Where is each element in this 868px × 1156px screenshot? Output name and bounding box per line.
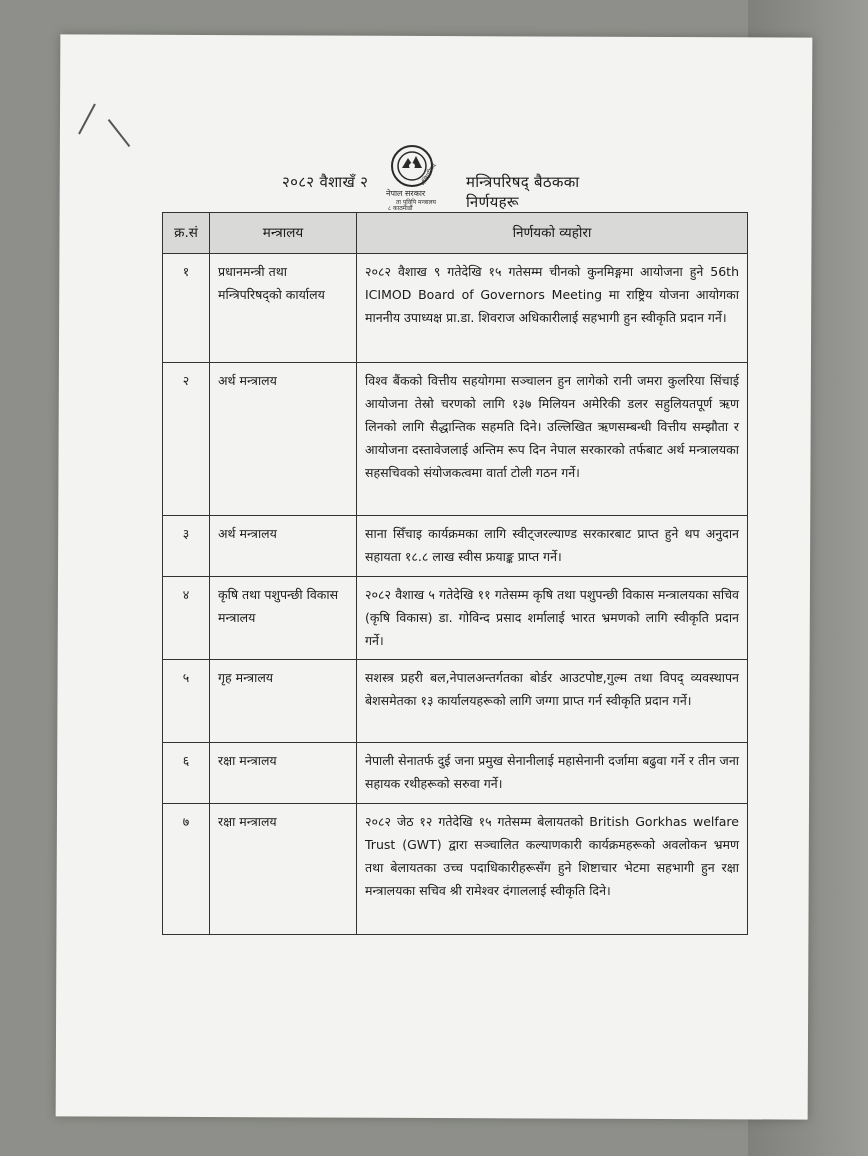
row-serial: १ (163, 254, 210, 363)
table-header-row (163, 213, 748, 254)
seal-line: ता पुविपि मन्त्रालय (396, 199, 437, 206)
row-ministry: अर्थ मन्त्रालय (210, 363, 357, 516)
row-ministry: रक्षा मन्त्रालय (210, 804, 357, 935)
row-serial: ४ (163, 577, 210, 660)
row-serial: २ (163, 363, 210, 516)
decisions-table (162, 212, 748, 935)
row-serial: ३ (163, 516, 210, 577)
header-serial: क्र.सं (163, 213, 210, 254)
row-decision: २०८२ वैशाख ९ गतेदेखि १५ गतेसम्म चीनको कुनमिङ्गमा आयोजना हुने 56th ICIMOD Board of Governors Meeting मा राष्ट्रिय योजना आयोगका माननीय उपाध्यक्ष प्रा.डा. शिवराज अधिकारीलाई सहभागी हुन स्वीकृति प्रदान गर्ने। (357, 254, 748, 363)
row-ministry: अर्थ मन्त्रालय (210, 516, 357, 577)
row-decision: सशस्त्र प्रहरी बल,नेपालअन्तर्गतका बोर्डर आउटपोष्ट,गुल्म तथा विपद् व्यवस्थापन बेशसमेतका १३ कार्यालयहरूको लागि जग्गा प्राप्त गर्न स्वीकृति प्रदान गर्ने। (357, 660, 748, 743)
row-ministry: गृह मन्त्रालय (210, 660, 357, 743)
row-serial: ५ (163, 660, 210, 743)
header-ministry: मन्त्रालय (210, 213, 357, 254)
row-decision: २०८२ जेठ १२ गतेदेखि १५ गतेसम्म बेलायतको British Gorkhas welfare Trust (GWT) द्वारा सञ्चालित कल्याणकारी कार्यक्रमहरूको अवलोकन भ्रमण तथा बेलायतका उच्च पदाधिकारीहरूसँग हुने शिष्टाचार भेटमा सहभागी हुन रक्षा मन्त्रालयका सचिव श्री रामेश्वर दंगाललाई स्वीकृति दिने। (357, 804, 748, 935)
government-seal-icon (382, 140, 450, 212)
table-row (163, 363, 748, 516)
title-date: २०८२ वैशाखँ २ (282, 173, 369, 191)
table-row (163, 577, 748, 660)
row-ministry: रक्षा मन्त्रालय (210, 743, 357, 804)
seal-line: नेपाल सरकार (386, 189, 426, 198)
row-decision: विश्व बैंकको वित्तीय सहयोगमा सञ्चालन हुन लागेको रानी जमरा कुलरिया सिंचाई आयोजना तेस्रो चरणको लागि १३७ मिलियन अमेरिकी डलर सहुलियतपूर्ण ऋण लिनको लागि सैद्धान्तिक सहमति दिने। उल्लिखित ऋणसम्बन्धी वित्तीय सम्झौता र आयोजना दस्तावेजलाई अन्तिम रूप दिन नेपाल सरकारको तर्फबाट अर्थ मन्त्रालयका सहसचिवको संयोजकत्वमा वार्ता टोली गठन गर्ने। (357, 363, 748, 516)
row-decision: २०८२ वैशाख ५ गतेदेखि ११ गतेसम्म कृषि तथा पशुपन्छी विकास मन्त्रालयका सचिव (कृषि विकास) डा. गोविन्द प्रसाद शर्मालाई भारत भ्रमणको लागि स्वीकृति प्रदान गर्ने। (357, 577, 748, 660)
table-row (163, 254, 748, 363)
seal-line: ८ काठमाडौं (388, 205, 413, 212)
row-decision: नेपाली सेनातर्फ दुई जना प्रमुख सेनानीलाई महासेनानी दर्जामा बढुवा गर्ने र तीन जना सहायक रथीहरूको सरुवा गर्ने। (357, 743, 748, 804)
table-row (163, 516, 748, 577)
row-ministry: प्रधानमन्त्री तथा मन्त्रिपरिषद्को कार्यालय (210, 254, 357, 363)
table-row (163, 660, 748, 743)
table-row (163, 804, 748, 935)
seal-line: मन्त्रिपरिषद (419, 162, 438, 187)
header-decision: निर्णयको व्यहोरा (357, 213, 748, 254)
row-decision: साना सिँचाइ कार्यक्रमका लागि स्वीट्जरल्याण्ड सरकारबाट प्राप्त हुने थप अनुदान सहायता १८.८ लाख स्वीस फ्रयाङ्क प्राप्त गर्ने। (357, 516, 748, 577)
row-serial: ६ (163, 743, 210, 804)
row-ministry: कृषि तथा पशुपन्छी विकास मन्त्रालय (210, 577, 357, 660)
row-serial: ७ (163, 804, 210, 935)
table-row (163, 743, 748, 804)
title-text: मन्त्रिपरिषद् बैठकका निर्णयहरू (466, 173, 580, 211)
